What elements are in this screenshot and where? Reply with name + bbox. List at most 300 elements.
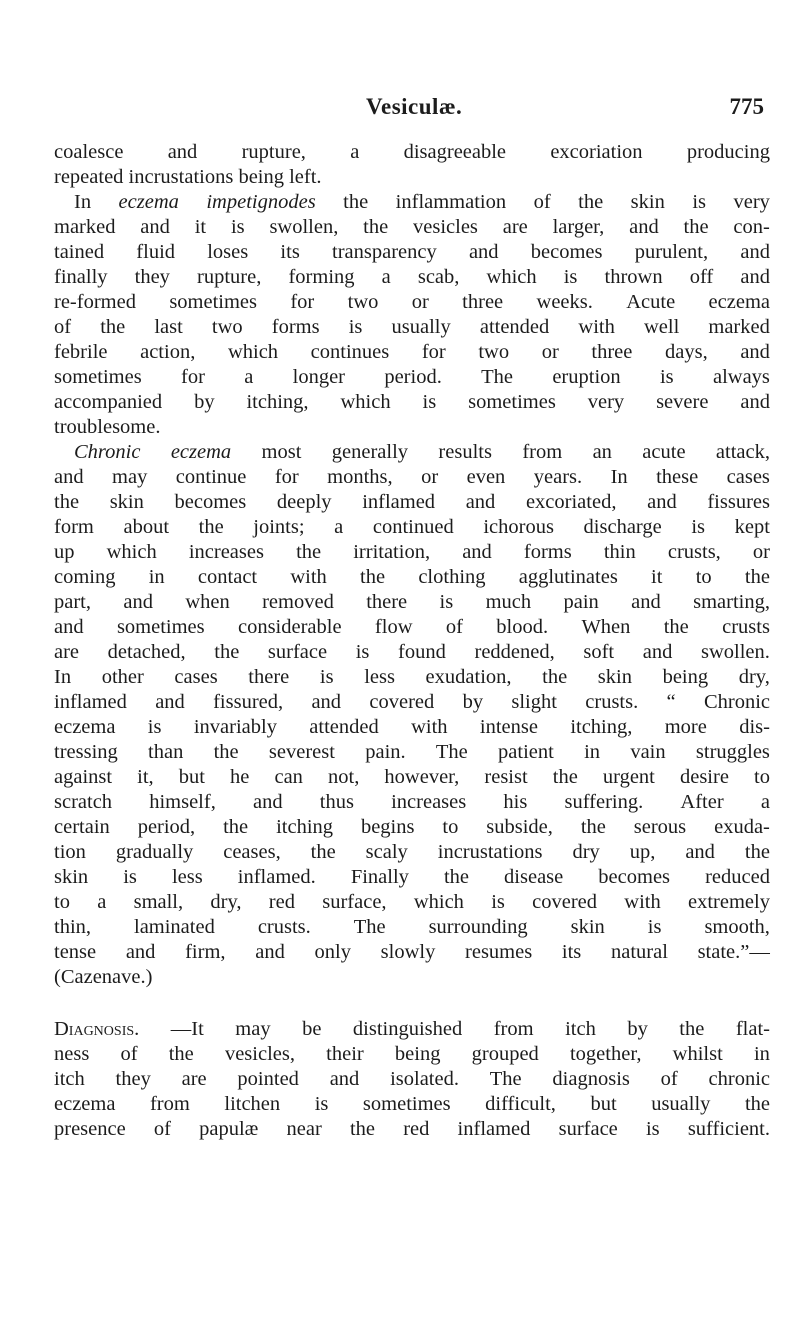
word: against: [54, 766, 113, 788]
word: natural: [610, 941, 668, 963]
word: gradually: [115, 841, 194, 863]
word: marked: [54, 216, 116, 238]
word: increases: [188, 541, 264, 563]
word: invariably: [193, 716, 277, 738]
word: its: [561, 941, 582, 963]
word: than: [148, 741, 184, 763]
word: by: [462, 691, 484, 713]
word: found: [398, 641, 446, 663]
word: the: [310, 841, 336, 863]
word: contact: [197, 566, 258, 588]
word: severe: [656, 391, 709, 413]
word: struggles: [695, 741, 770, 763]
word: In: [54, 666, 72, 688]
word: years.: [533, 466, 583, 488]
word: inflamed: [54, 691, 127, 713]
text-line: [54, 890, 770, 915]
text-line: [54, 190, 770, 215]
word: scratch: [54, 791, 113, 813]
word: chronic: [708, 1068, 770, 1090]
text-line: [54, 965, 770, 990]
word: fissured,: [213, 691, 284, 713]
paragraph-gap: [54, 990, 770, 1017]
text-line: [54, 715, 770, 740]
word: from: [522, 441, 563, 463]
word: for: [290, 291, 315, 313]
text-line: [54, 790, 770, 815]
word: joints;: [253, 516, 305, 538]
word: period,: [137, 816, 196, 838]
word: of: [153, 1118, 171, 1140]
word: the: [54, 491, 80, 513]
word: even: [466, 466, 506, 488]
word: of: [660, 1068, 678, 1090]
word: he: [230, 766, 250, 788]
word: transparency: [332, 241, 437, 263]
word: near: [286, 1118, 322, 1140]
word: a: [244, 366, 254, 388]
word: up,: [629, 841, 656, 863]
text-line: [54, 515, 770, 540]
word: re-formed: [54, 291, 136, 313]
word: clothing: [418, 566, 486, 588]
word: “: [666, 691, 676, 713]
word: the: [296, 541, 322, 563]
text-line: [54, 640, 770, 665]
word: or: [541, 341, 559, 363]
word: and: [465, 491, 496, 513]
word: which: [413, 891, 464, 913]
word: tense: [54, 941, 97, 963]
word: generally: [331, 441, 409, 463]
word: with: [411, 716, 448, 738]
text-line: [54, 690, 770, 715]
word: is: [491, 891, 505, 913]
word: a: [381, 266, 391, 288]
word: and: [642, 641, 673, 663]
word: acute: [642, 441, 686, 463]
word: dry: [572, 841, 600, 863]
word: litchen: [224, 1093, 281, 1115]
text-line: [54, 440, 770, 465]
word: much: [485, 591, 532, 613]
word: is: [147, 716, 162, 738]
word: In: [74, 191, 92, 213]
word: is: [422, 391, 437, 413]
word: thin: [603, 541, 636, 563]
word: exudation,: [425, 666, 512, 688]
word: months,: [327, 466, 393, 488]
word: skin: [570, 916, 605, 938]
word: however,: [384, 766, 460, 788]
text-line: [54, 1067, 770, 1092]
word: certain: [54, 816, 110, 838]
word: tressing: [54, 741, 118, 763]
word: it,: [137, 766, 154, 788]
word: and: [123, 591, 153, 613]
word: discharge: [583, 516, 662, 538]
word: which: [340, 391, 391, 413]
word: finally: [54, 266, 108, 288]
word: form: [54, 516, 94, 538]
word: eczema: [54, 716, 116, 738]
text-line: [54, 165, 770, 190]
word: weeks.: [536, 291, 593, 313]
word: reduced: [705, 866, 770, 888]
word: Diagnosis.: [54, 1018, 140, 1040]
word: surface: [267, 641, 328, 663]
word: scab,: [417, 266, 460, 288]
word: a: [350, 141, 360, 163]
word: with: [624, 891, 661, 913]
word: continued: [372, 516, 454, 538]
word: thus: [319, 791, 354, 813]
word: severest: [268, 741, 335, 763]
word: and: [140, 216, 170, 238]
word: fluid: [136, 241, 176, 263]
word: subside,: [486, 816, 553, 838]
word: Finally: [350, 866, 409, 888]
word: skin: [54, 866, 89, 888]
word: the: [744, 566, 770, 588]
word: and: [252, 791, 283, 813]
word: it: [194, 216, 207, 238]
word: incrustations: [437, 841, 543, 863]
word: resist: [484, 766, 528, 788]
word: in: [148, 566, 165, 588]
word: most: [261, 441, 302, 463]
word: distinguished: [352, 1018, 463, 1040]
word: the: [580, 816, 606, 838]
word: the: [223, 816, 249, 838]
word: and: [462, 541, 492, 563]
word: days,: [665, 341, 708, 363]
word: pain: [563, 591, 599, 613]
word: these: [656, 466, 699, 488]
word: swollen.: [700, 641, 770, 663]
word: suffering.: [564, 791, 644, 813]
word: When: [581, 616, 631, 638]
word: ness: [54, 1043, 90, 1065]
word: or: [421, 466, 439, 488]
word: exuda-: [714, 816, 770, 838]
word: together,: [569, 1043, 642, 1065]
body-text: [54, 140, 770, 1142]
word: or: [411, 291, 429, 313]
word: not,: [328, 766, 360, 788]
word: two: [347, 291, 379, 313]
word: and: [647, 491, 677, 513]
word: of: [54, 316, 72, 338]
word: being: [662, 666, 709, 688]
word: urgent: [602, 766, 655, 788]
word: skin: [630, 191, 665, 213]
word: two: [211, 316, 243, 338]
word: it: [651, 566, 663, 588]
word: usually: [651, 1093, 711, 1115]
word: grouped: [471, 1043, 539, 1065]
word: larger,: [552, 216, 605, 238]
word: may: [112, 466, 148, 488]
word: forms: [523, 541, 572, 563]
text-line: [54, 565, 770, 590]
word: kept: [734, 516, 770, 538]
word: sufficient.: [687, 1118, 770, 1140]
text-line: [54, 1017, 770, 1042]
word: extremely: [688, 891, 770, 913]
word: red: [268, 891, 295, 913]
word: ceases,: [223, 841, 281, 863]
word: accompanied: [54, 391, 163, 413]
text-line: [54, 290, 770, 315]
word: —It: [170, 1018, 204, 1040]
word: the: [100, 316, 126, 338]
word: surface,: [322, 891, 387, 913]
word: The: [435, 741, 468, 763]
word: agglutinates: [518, 566, 618, 588]
page-number: 775: [729, 94, 764, 119]
word: with: [578, 316, 615, 338]
word: is: [691, 516, 706, 538]
word: but: [178, 766, 205, 788]
word: and: [740, 241, 770, 263]
word: blood.: [496, 616, 549, 638]
word: and: [54, 466, 84, 488]
word: and: [155, 691, 185, 713]
running-head: Vesiculæ.: [366, 94, 463, 119]
word: eczema: [118, 191, 179, 213]
word: patient: [498, 741, 554, 763]
text-line: [54, 265, 770, 290]
text-line: [54, 390, 770, 415]
word: eczema: [708, 291, 770, 313]
word: the: [679, 1018, 705, 1040]
word: intense: [479, 716, 538, 738]
word: and: [629, 216, 659, 238]
word: smarting,: [693, 591, 770, 613]
word: forming: [288, 266, 355, 288]
word: and: [167, 141, 198, 163]
word: coming: [54, 566, 116, 588]
word: Acute: [626, 291, 676, 313]
word: skin: [109, 491, 144, 513]
word: longer: [292, 366, 346, 388]
word: can: [274, 766, 303, 788]
word: is: [563, 266, 578, 288]
word: of: [445, 616, 463, 638]
word: from: [149, 1093, 190, 1115]
word: surrounding: [428, 916, 528, 938]
word: are: [502, 216, 528, 238]
word: itching,: [246, 391, 309, 413]
word: producing: [686, 141, 770, 163]
text-line: [54, 415, 770, 440]
word: sometimes: [169, 291, 257, 313]
word: becomes: [598, 866, 671, 888]
word: laminated: [134, 916, 215, 938]
word: small,: [133, 891, 184, 913]
text-line: [54, 315, 770, 340]
word: eruption: [552, 366, 621, 388]
word: crusts.: [257, 916, 311, 938]
word: very: [587, 391, 625, 413]
word: the: [214, 641, 240, 663]
word: crusts: [722, 616, 770, 638]
word: there: [366, 591, 408, 613]
word: the: [349, 1118, 376, 1140]
word: loses: [207, 241, 249, 263]
word: soft: [583, 641, 615, 663]
word: may: [235, 1018, 271, 1040]
word: an: [592, 441, 612, 463]
text-line: [54, 240, 770, 265]
word: itch: [565, 1018, 596, 1040]
word: repeated: [54, 166, 129, 188]
word: itch: [54, 1068, 85, 1090]
word: and: [125, 941, 156, 963]
word: and: [740, 341, 770, 363]
word: desire: [679, 766, 729, 788]
word: smooth,: [704, 916, 770, 938]
word: The: [353, 916, 386, 938]
word: less: [364, 666, 395, 688]
word: being: [238, 166, 290, 188]
word: febrile: [54, 341, 108, 363]
word: marked: [708, 316, 770, 338]
word: becomes: [530, 241, 603, 263]
word: After: [680, 791, 724, 813]
word: and: [685, 841, 715, 863]
word: a: [334, 516, 344, 538]
word: scaly: [365, 841, 408, 863]
word: coalesce: [54, 141, 124, 163]
word: diagnosis: [552, 1068, 630, 1090]
word: to: [54, 891, 70, 913]
word: and: [468, 241, 499, 263]
word: continues: [310, 341, 390, 363]
page-header: [40, 94, 770, 134]
word: itching,: [570, 716, 633, 738]
word: vesicles,: [224, 1043, 295, 1065]
word: or: [752, 541, 770, 563]
word: firm,: [185, 941, 226, 963]
word: they: [115, 1068, 151, 1090]
word: by: [627, 1018, 648, 1040]
word: of: [533, 191, 551, 213]
word: inflamed: [457, 1118, 531, 1140]
word: sometimes: [54, 366, 142, 388]
text-line: [54, 615, 770, 640]
word: about: [123, 516, 170, 538]
word: which: [486, 266, 537, 288]
text-line: [54, 840, 770, 865]
word: papulæ: [199, 1118, 259, 1140]
word: sometimes: [116, 616, 205, 638]
word: results: [438, 441, 492, 463]
word: Chronic: [703, 691, 770, 713]
word: and: [740, 391, 770, 413]
word: the: [552, 766, 578, 788]
word: vesicles: [413, 216, 478, 238]
word: continue: [175, 466, 247, 488]
word: slowly: [380, 941, 436, 963]
word: period.: [384, 366, 442, 388]
word: is: [355, 641, 370, 663]
word: rupture,: [197, 266, 262, 288]
word: of: [120, 1043, 138, 1065]
word: and: [255, 941, 285, 963]
word: disease: [504, 866, 564, 888]
word: cases: [174, 666, 218, 688]
word: cases: [726, 466, 770, 488]
word: the: [578, 191, 604, 213]
word: impetignodes: [206, 191, 316, 213]
word: thin,: [54, 916, 92, 938]
word: detached,: [107, 641, 186, 663]
word: whilst: [672, 1043, 723, 1065]
word: flat-: [735, 1018, 770, 1040]
word: and: [329, 1068, 360, 1090]
word: is: [319, 666, 334, 688]
word: by: [194, 391, 215, 413]
word: to: [754, 766, 770, 788]
text-line: [54, 465, 770, 490]
word: two: [478, 341, 510, 363]
word: skin: [597, 666, 632, 688]
word: eczema: [170, 441, 232, 463]
word: dis-: [739, 716, 770, 738]
word: and: [311, 691, 342, 713]
word: Chronic: [74, 441, 141, 463]
word: dry,: [738, 666, 770, 688]
word: off: [689, 266, 714, 288]
word: for: [421, 341, 446, 363]
word: incrustations: [128, 166, 239, 188]
word: which: [227, 341, 279, 363]
word: up: [54, 541, 75, 563]
word: troublesome.: [54, 416, 161, 438]
word: pointed: [237, 1068, 299, 1090]
word: becomes: [174, 491, 247, 513]
word: resumes: [465, 941, 533, 963]
word: left.: [289, 166, 322, 188]
word: to: [442, 816, 459, 838]
word: and: [631, 591, 661, 613]
word: are: [181, 1068, 207, 1090]
word: inflamed: [362, 491, 436, 513]
word: excoriation: [550, 141, 643, 163]
word: the: [168, 1043, 194, 1065]
word: attack,: [715, 441, 770, 463]
text-line: [54, 590, 770, 615]
word: red: [403, 1118, 430, 1140]
word: only: [314, 941, 351, 963]
word: purulent,: [634, 241, 709, 263]
word: always: [712, 366, 770, 388]
word: last: [154, 316, 183, 338]
text-line: [54, 1092, 770, 1117]
word: covered: [532, 891, 598, 913]
word: other: [101, 666, 144, 688]
word: the: [443, 866, 469, 888]
word: is: [645, 1118, 660, 1140]
word: for: [274, 466, 299, 488]
word: the: [663, 616, 689, 638]
word: being: [394, 1043, 441, 1065]
word: fissures: [707, 491, 770, 513]
text-line: [54, 1117, 770, 1142]
word: reddened,: [474, 641, 555, 663]
